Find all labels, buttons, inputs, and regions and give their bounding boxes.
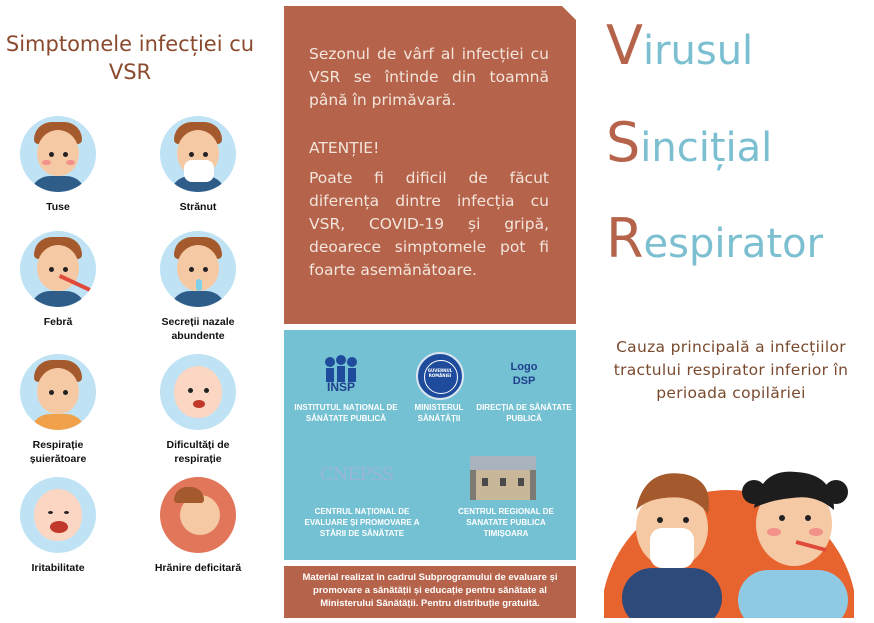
symptom-runny-nose — [148, 231, 248, 343]
cnepss-logo: CNEPSS — [320, 464, 394, 485]
sneezing-child-icon — [160, 116, 236, 192]
season-text: Sezonul de vârf al infecției cu VSR se întinde din toamnă până în primăvară. — [309, 45, 549, 109]
cnepss-label: CENTRUL NAȚIONAL DE EVALUARE ȘI PROMOVARE A STĂRII DE SĂNĂTATE — [304, 507, 420, 538]
symptom-label: Tuse — [46, 201, 70, 213]
info-panel — [284, 6, 576, 324]
symptom-label: Febră — [43, 316, 73, 328]
symptom-label: Hrănire deficitară — [154, 562, 242, 574]
attention-text: Poate fi dificil de făcut diferența dintre infecția cu VSR, COVID-19 și gripă, deoarece simptomele pot fi foarte asemănătoare. — [309, 169, 549, 279]
footer-note: Material realizat în cadrul Subprogramului de evaluare și promovare a sănătății și educație pentru sănătate al Ministerului Sănătății. Pentru distribuție gratuită. — [284, 566, 576, 618]
insp-label: INSTITUTUL NAȚIONAL DE SĂNĂTATE PUBLICĂ — [294, 403, 398, 423]
runny-nose-child-icon — [160, 231, 236, 307]
symptom-label: Strănut — [179, 201, 217, 213]
wheezing-child-icon — [20, 354, 96, 430]
dsp-logo: Logo DSP — [510, 361, 538, 387]
ministry-label: MINISTERUL SĂNĂTĂȚII — [414, 403, 464, 423]
title-line-2: Sincițial — [606, 111, 773, 174]
symptom-sneeze — [148, 116, 248, 214]
symptom-label: Dificultăți de respirație — [166, 439, 230, 465]
symptom-label: Iritabilitate — [31, 562, 85, 574]
symptom-wheezing — [8, 354, 108, 466]
crsp-label: CENTRUL REGIONAL DE SANATATE PUBLICA TIMIȘOARA — [458, 507, 554, 538]
symptom-cough — [8, 116, 108, 214]
sick-children-illustration — [604, 458, 854, 618]
symptoms-title: Simptomele infecției cu VSR — [5, 32, 255, 84]
ministry-seal-icon: GUVERNUL ROMÂNIEI — [416, 352, 464, 400]
coughing-child-icon — [20, 116, 96, 192]
symptom-label: Respirație șuierătoare — [29, 439, 87, 465]
dsp-label: DIRECȚIA DE SĂNĂTATE PUBLICĂ — [476, 403, 572, 423]
symptom-irritability — [8, 477, 108, 575]
partners-panel — [284, 330, 576, 560]
feeding-baby-icon — [160, 477, 236, 553]
title-line-1: Virusul — [606, 14, 754, 77]
insp-logo: INSP — [320, 352, 362, 394]
symptom-poor-feeding — [148, 477, 248, 575]
title-line-3: Respirator — [606, 207, 824, 270]
symptom-breathing-difficulty — [148, 354, 248, 466]
breathing-difficulty-baby-icon — [160, 354, 236, 430]
building-photo — [470, 456, 536, 500]
symptom-label: Secreții nazale abundente — [161, 316, 235, 342]
attention-heading: ATENȚIE! — [309, 139, 380, 157]
crying-baby-icon — [20, 477, 96, 553]
fever-child-icon — [20, 231, 96, 307]
symptom-fever — [8, 231, 108, 329]
cause-text: Cauza principală a infecțiilor tractului respirator inferior în perioada copilăriei — [613, 338, 849, 402]
